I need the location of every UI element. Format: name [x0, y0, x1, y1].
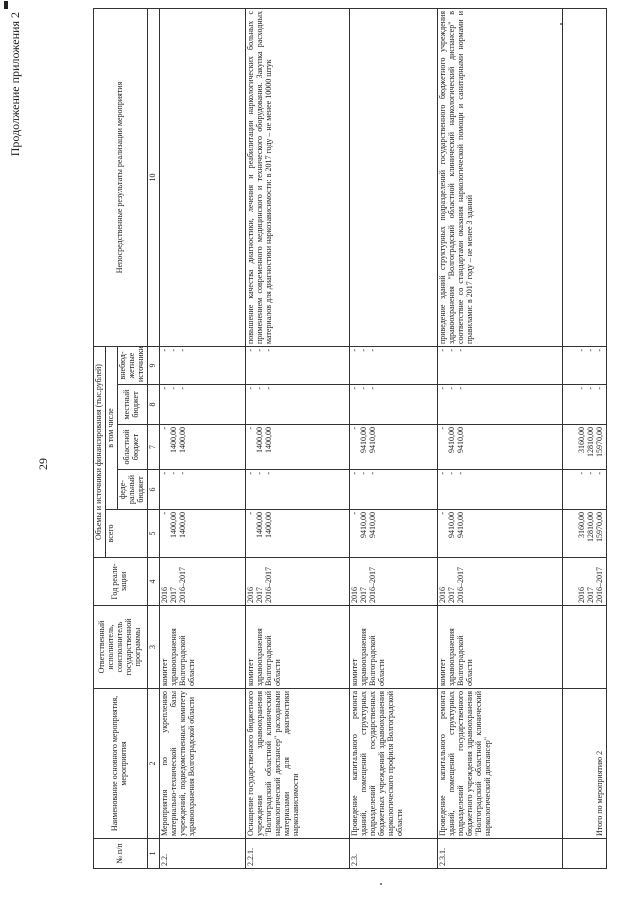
column-number: 6	[147, 470, 159, 510]
local-value: -	[576, 387, 586, 390]
year-value: 2017	[254, 587, 264, 603]
column-number: 9	[147, 347, 159, 385]
header-result: Непосредственные результаты реализации мероприятия	[94, 9, 148, 347]
header-regional: областной бюджет	[117, 425, 147, 470]
regional-value: 12810,00	[585, 427, 595, 457]
extrabudget-value: -	[367, 349, 377, 352]
measure-name: Мероприятия по укреплению материально-технической базы учреждений, подведомственных комитету здравоохранения Волгоградской области	[159, 689, 245, 839]
total-value: 12810,00	[585, 512, 595, 542]
year-value: 2016–2017	[594, 567, 604, 603]
table-row	[349, 9, 437, 869]
column-number: 2	[147, 689, 159, 839]
year-value: 2016	[159, 587, 169, 603]
header-finance: Объемы и источники финансирования (тыс.рублей)	[94, 347, 106, 558]
header-total: всего	[105, 510, 147, 558]
header-year: Год реали-зации	[94, 558, 148, 606]
year-value: 2016–2017	[263, 567, 273, 603]
federal-value: -	[455, 472, 465, 475]
column-number: 10	[147, 9, 159, 347]
regional-value: -	[245, 427, 255, 430]
header-including: в том числе	[105, 347, 117, 510]
federal-value: -	[349, 472, 359, 475]
federal-value: -	[177, 472, 187, 475]
year-value: 2016	[437, 587, 447, 603]
header-executor: Ответственный исполнитель, соисполнитель государственной программы	[94, 606, 148, 689]
extrabudget-value: -	[446, 349, 456, 352]
scan-mark	[4, 1, 8, 9]
federal-value: -	[594, 472, 604, 475]
header-num: № п/п	[94, 839, 148, 869]
year-value: 2017	[168, 587, 178, 603]
local-value: -	[455, 387, 465, 390]
appendix-caption: Продолжение приложения 2	[8, 12, 22, 157]
extrabudget-value: -	[254, 349, 264, 352]
header-federal: феде-ральный бюджет	[117, 470, 147, 510]
column-number: 4	[147, 558, 159, 606]
federal-value: -	[263, 472, 273, 475]
federal-value: -	[254, 472, 264, 475]
header-name: Наименование основного мероприятия, мероприятия	[94, 689, 148, 839]
local-value: -	[446, 387, 456, 390]
regional-value: 1400,00	[177, 427, 187, 453]
extrabudget-value: -	[594, 349, 604, 352]
local-value: -	[437, 387, 447, 390]
measure-name: Проведение капитального ремонта зданий, помещений структурных подразделений государственного бюджетного учреждения здравоохранения "Волгоградский областной клинический наркологический диспансер"	[437, 689, 562, 839]
local-value: -	[254, 387, 264, 390]
total-value: 9410,00	[358, 512, 368, 538]
row-number: 2.3.1.	[437, 839, 562, 869]
column-number: 3	[147, 606, 159, 689]
year-value: 2016–2017	[455, 567, 465, 603]
table-row	[245, 9, 349, 869]
local-value: -	[594, 387, 604, 390]
year-value: 2016–2017	[177, 567, 187, 603]
local-value: -	[177, 387, 187, 390]
local-value: -	[358, 387, 368, 390]
result-text	[349, 9, 437, 347]
total-row	[562, 9, 606, 869]
extrabudget-value: -	[349, 349, 359, 352]
regional-value: -	[349, 427, 359, 430]
federal-value: -	[159, 472, 169, 475]
total-value: 9410,00	[446, 512, 456, 538]
executor: комитет здравоохранения Волгоградской области	[159, 606, 245, 689]
extrabudget-value: -	[245, 349, 255, 352]
extrabudget-value: -	[358, 349, 368, 352]
extrabudget-value: -	[168, 349, 178, 352]
year-value: 2017	[446, 587, 456, 603]
total-value: -	[245, 512, 255, 515]
extrabudget-value: -	[159, 349, 169, 352]
column-number: 5	[147, 510, 159, 558]
year-value: 2016–2017	[367, 567, 377, 603]
local-value: -	[159, 387, 169, 390]
regional-value: 9410,00	[446, 427, 456, 453]
total-value: -	[349, 512, 359, 515]
total-value: 1400,00	[168, 512, 178, 538]
table-row	[437, 9, 562, 869]
measure-name: Проведение капитального ремонта зданий, помещений структурных подразделений государственных бюджетных учреждений здравоохранения наркологического профиля Волгоградской области	[349, 689, 437, 839]
local-value: -	[367, 387, 377, 390]
row-number: 2.2.	[159, 839, 245, 869]
total-value: 1400,00	[263, 512, 273, 538]
header-extrabudget: внебюд-жетные источники	[117, 347, 147, 385]
regional-value: 15970,00	[594, 427, 604, 457]
executor: комитет здравоохранения Волгоградской области	[349, 606, 437, 689]
column-number: 8	[147, 385, 159, 425]
federal-value: -	[245, 472, 255, 475]
federal-value: -	[358, 472, 368, 475]
local-value: -	[263, 387, 273, 390]
extrabudget-value: -	[576, 349, 586, 352]
extrabudget-value: -	[177, 349, 187, 352]
regional-value: 9410,00	[367, 427, 377, 453]
regional-value: 9410,00	[455, 427, 465, 453]
result-text	[159, 9, 245, 347]
year-value: 2016	[349, 587, 359, 603]
regional-value: -	[437, 427, 447, 430]
regional-value: 1400,00	[168, 427, 178, 453]
measure-name: Оснащение государственного бюджетного учреждения здравоохранения "Волгоградский областной клинический наркологический диспансер" расходными материалами для диагностики наркозависимости	[245, 689, 349, 839]
total-label: Итого по мероприятию 2	[562, 689, 606, 839]
year-value: 2017	[585, 587, 595, 603]
extrabudget-value: -	[585, 349, 595, 352]
column-number: 7	[147, 425, 159, 470]
program-table	[93, 8, 607, 869]
federal-value: -	[367, 472, 377, 475]
year-value: 2017	[358, 587, 368, 603]
executor: комитет здравоохранения Волгоградской области	[437, 606, 562, 689]
year-value: 2016	[576, 587, 586, 603]
total-value: 1400,00	[177, 512, 187, 538]
local-value: -	[585, 387, 595, 390]
federal-value: -	[446, 472, 456, 475]
total-value: -	[159, 512, 169, 515]
scan-dot	[380, 883, 382, 885]
total-value: 1400,00	[254, 512, 264, 538]
total-value: -	[437, 512, 447, 515]
regional-value: 9410,00	[358, 427, 368, 453]
result-text: повышение качества диагностики, лечения и реабилитации наркологических больных с применением современного медицинского и технического оборудования. Закупка расходных материалов для диагностики наркозависимости: в 2017 году – не менее 10000 штук	[245, 9, 349, 347]
regional-value: 3160,00	[576, 427, 586, 453]
column-number: 1	[147, 839, 159, 869]
extrabudget-value: -	[455, 349, 465, 352]
local-value: -	[168, 387, 178, 390]
row-number: 2.3.	[349, 839, 437, 869]
federal-value: -	[168, 472, 178, 475]
total-value: 9410,00	[367, 512, 377, 538]
row-number: 2.2.1.	[245, 839, 349, 869]
regional-value: 1400,00	[263, 427, 273, 453]
total-value: 9410,00	[455, 512, 465, 538]
executor: комитет здравоохранения Волгоградской области	[245, 606, 349, 689]
total-value: 3160,00	[576, 512, 586, 538]
local-value: -	[349, 387, 359, 390]
result-text: приведение зданий структурных подразделений государственного бюджетного учреждения здравоохранения "Волгоградский областной клинический наркологический диспансер" в соответствие со стандартами оказания наркологической помощи и санитарными нормами и правилами: в 2017 году – не менее 3 зданий	[437, 9, 562, 347]
regional-value: -	[159, 427, 169, 430]
extrabudget-value: -	[263, 349, 273, 352]
year-value: 2016	[245, 587, 255, 603]
federal-value: -	[437, 472, 447, 475]
local-value: -	[245, 387, 255, 390]
page-number: 29	[36, 458, 50, 470]
total-value: 15970,00	[594, 512, 604, 542]
federal-value: -	[585, 472, 595, 475]
header-local: местный бюджет	[117, 385, 147, 425]
federal-value: -	[576, 472, 586, 475]
table-row	[159, 9, 245, 869]
extrabudget-value: -	[437, 349, 447, 352]
regional-value: 1400,00	[254, 427, 264, 453]
